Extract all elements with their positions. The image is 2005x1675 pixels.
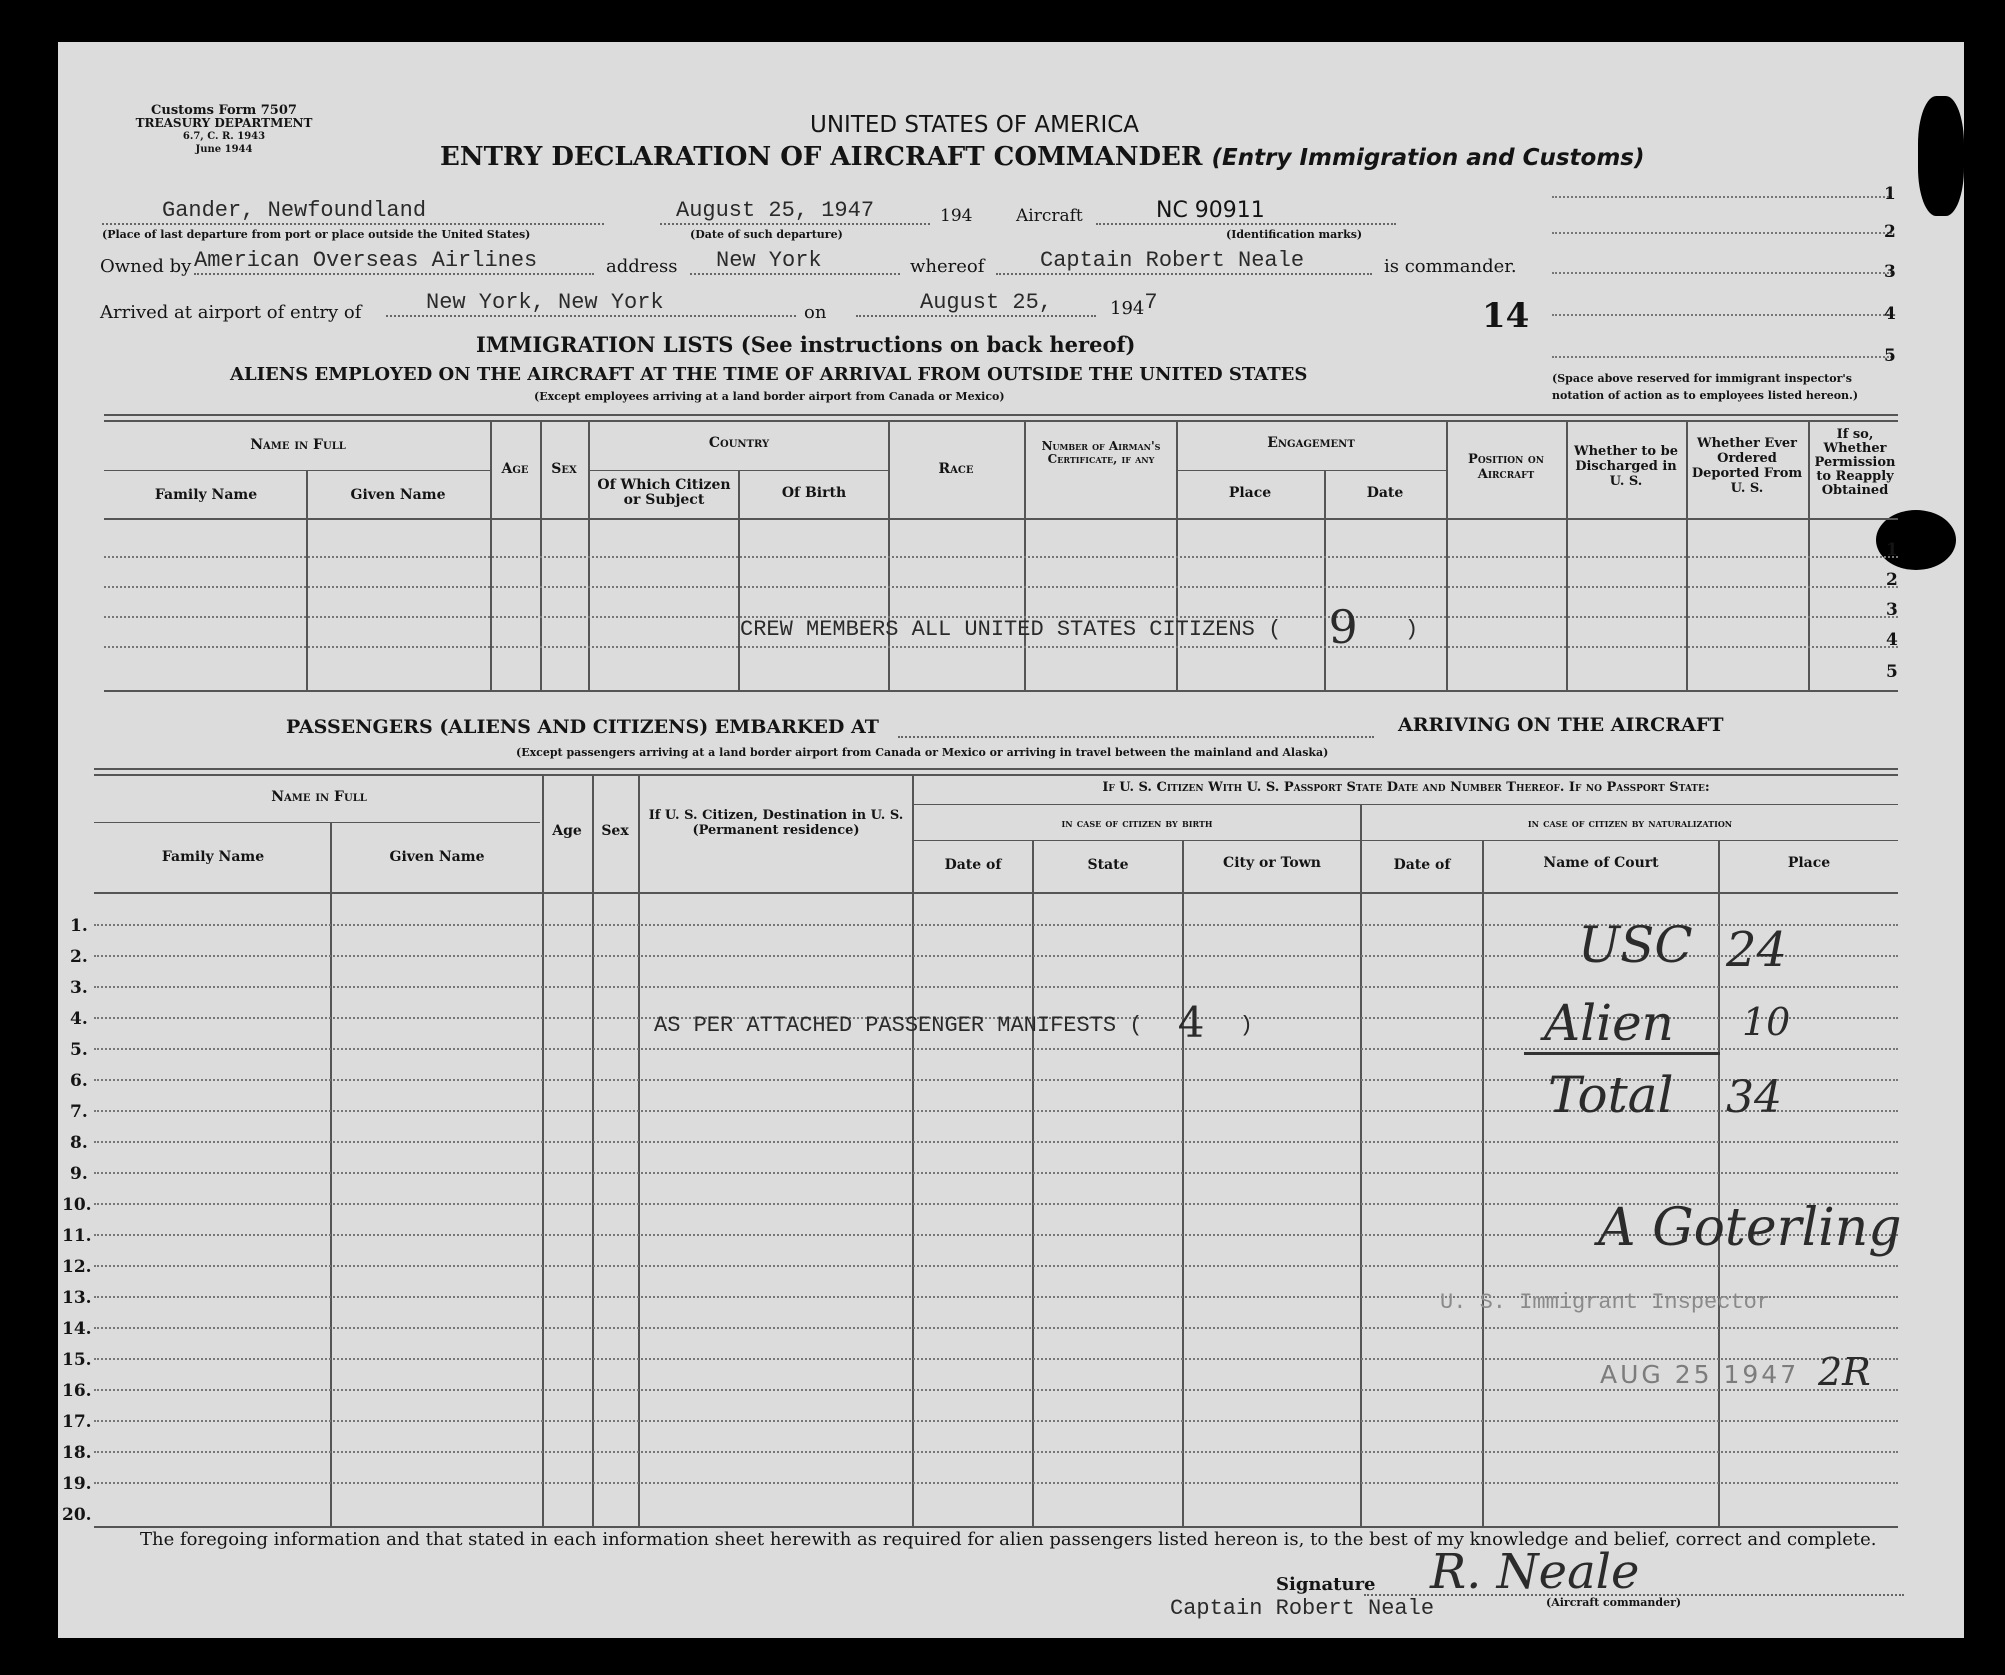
arrival-date: August 25,: [856, 290, 1096, 317]
pass-row-number: 13.: [62, 1288, 92, 1308]
table-border: [1176, 470, 1446, 471]
form-title-sub: (Entry Immigration and Customs): [1211, 145, 1645, 171]
commander-name: Captain Robert Neale: [996, 248, 1372, 275]
col-rule: [912, 774, 914, 1526]
hdr-deported: Whether Ever Ordered Deported From U. S.: [1691, 436, 1803, 496]
commander-label: (Aircraft commander): [1546, 1596, 1682, 1609]
hdr-of-birth: Of Birth: [781, 485, 847, 501]
hdr-passport: If U. S. Citizen With U. S. Passport State Date and Number Thereof. If no Passport State:: [1102, 780, 1710, 795]
country-heading: UNITED STATES OF AMERICA: [810, 112, 1140, 138]
table-border: [104, 690, 1898, 692]
crew-row-number: 4: [1886, 630, 1898, 650]
inspector-stamp-date: AUG 25 1947: [1600, 1360, 1800, 1389]
pass-row-number: 5.: [70, 1040, 88, 1060]
arrival-year-prefix: 194: [1110, 298, 1145, 319]
hdr-place: Place: [1228, 485, 1272, 501]
table-border: [104, 414, 1898, 416]
manifest-count: 4: [1177, 998, 1205, 1047]
table-border: [104, 420, 1898, 422]
tally-total-value: 34: [1726, 1072, 1782, 1123]
table-border: [94, 768, 1898, 770]
pass-row-number: 18.: [62, 1443, 92, 1463]
col-rule: [1324, 470, 1326, 690]
hdr-city: City or Town: [1223, 855, 1321, 871]
manifest-note: [654, 992, 1253, 1047]
table-border: [94, 774, 1898, 776]
signature-label: Signature: [1276, 1574, 1376, 1595]
col-rule: [490, 420, 492, 690]
inspector-line: [1552, 196, 1892, 198]
crew-note-text: CREW MEMBERS ALL UNITED STATES CITIZENS (: [740, 617, 1282, 642]
col-rule: [542, 774, 544, 1526]
tally-total-label: Total: [1548, 1066, 1674, 1124]
tally-rule: [1524, 1052, 1720, 1055]
table-border: [94, 892, 1898, 894]
crew-row-line: [104, 646, 1898, 648]
pass-row-number: 20.: [62, 1505, 92, 1525]
pass-row-number: 1.: [70, 916, 88, 936]
col-rule: [588, 420, 590, 690]
arrived-label: Arrived at airport of entry of: [100, 302, 362, 323]
arrival-year-digit: 7: [1144, 290, 1158, 315]
form-title-main: ENTRY DECLARATION OF AIRCRAFT COMMANDER: [440, 142, 1203, 172]
immigration-title: IMMIGRATION LISTS (See instructions on back hereof): [476, 332, 1136, 357]
hdr-engagement: Engagement: [1267, 435, 1355, 451]
hdr-race: Race: [938, 461, 974, 477]
col-rule: [1176, 420, 1178, 690]
inspector-signature: A Goterling: [1598, 1198, 1902, 1258]
inspector-title: U. S. Immigrant Inspector: [1440, 1290, 1771, 1315]
hdr-name-in-full: Name in Full: [250, 437, 346, 453]
col-rule: [540, 420, 542, 690]
hdr-pass-name-in-full: Name in Full: [271, 789, 367, 805]
hdr-date: Date: [1366, 485, 1404, 501]
hdr-court: Name of Court: [1543, 855, 1659, 871]
hdr-age: Age: [501, 461, 529, 477]
col-rule: [1182, 840, 1184, 1526]
inspector-line: [1552, 356, 1892, 358]
hdr-pass-place: Place: [1787, 855, 1831, 871]
form-dept: TREASURY DEPARTMENT: [135, 116, 313, 130]
passengers-title-right: ARRIVING ON THE AIRCRAFT: [1398, 714, 1724, 736]
hdr-pass-age: Age: [552, 823, 582, 839]
hdr-airman-cert: Number of Airman's Certificate, if any: [1041, 439, 1161, 466]
pass-row-line: [94, 1265, 1898, 1267]
commander-signature: R. Neale: [1430, 1544, 1640, 1600]
hdr-given-name: Given Name: [350, 487, 446, 503]
col-rule: [738, 470, 740, 690]
pass-row-line: [94, 1482, 1898, 1484]
departure-date-caption: (Date of such departure): [690, 228, 843, 241]
departure-place-caption: (Place of last departure from port or place outside the United States): [102, 228, 531, 241]
address: New York: [690, 248, 900, 275]
address-label: address: [606, 256, 678, 277]
inspector-note: (Space above reserved for immigrant inspector's notation of action as to employees listed hereon.): [1552, 372, 1859, 402]
pass-row-number: 17.: [62, 1412, 92, 1432]
table-border: [104, 470, 490, 471]
pass-row-line: [94, 1327, 1898, 1329]
hdr-date-of-naturalization: Date of: [1393, 857, 1451, 873]
crew-note-close: ): [1404, 617, 1419, 642]
pass-row-line: [94, 986, 1898, 988]
immigration-note: (Except employees arriving at a land border airport from Canada or Mexico): [534, 390, 1005, 403]
passengers-title-left: PASSENGERS (ALIENS AND CITIZENS) EMBARKED AT: [286, 716, 879, 738]
hdr-discharged: Whether to be Discharged in U. S.: [1574, 444, 1678, 489]
owned-by-label: Owned by: [100, 256, 192, 277]
col-rule: [1686, 420, 1688, 690]
manifest-note-text: AS PER ATTACHED PASSENGER MANIFESTS (: [654, 1013, 1143, 1038]
is-commander-label: is commander.: [1384, 256, 1517, 277]
hdr-citizen-of: Of Which Citizen or Subject: [597, 477, 731, 508]
col-rule: [1718, 840, 1720, 1526]
departure-date: August 25, 1947: [660, 198, 930, 225]
hdr-reapply: If so, Whether Permission to Reapply Obtained: [1814, 427, 1896, 498]
inspector-line: [1552, 272, 1892, 274]
crew-row-number: 3: [1886, 600, 1898, 620]
pass-row-number: 15.: [62, 1350, 92, 1370]
crew-row-number: 2: [1886, 570, 1898, 590]
pass-row-number: 4.: [70, 1009, 88, 1029]
col-rule: [1446, 420, 1448, 690]
form-cfr: 6.7, C. R. 1943: [182, 131, 266, 142]
inspector-row-number: 3: [1884, 262, 1896, 282]
manifest-note-close: ): [1239, 1013, 1253, 1038]
table-border: [914, 840, 1898, 841]
form-number: Customs Form 7507: [151, 103, 297, 118]
tally-alien-label: Alien: [1544, 994, 1674, 1052]
hdr-pass-sex: Sex: [601, 823, 629, 839]
pass-row-number: 12.: [62, 1257, 92, 1277]
col-rule: [1482, 840, 1484, 1526]
pass-row-number: 7.: [70, 1102, 88, 1122]
inspector-line: [1552, 314, 1892, 316]
col-rule: [592, 774, 594, 1526]
hdr-pass-family-name: Family Name: [161, 849, 265, 865]
inspector-row-number: 2: [1884, 222, 1896, 242]
page-number: 14: [1482, 296, 1530, 336]
col-rule: [1032, 840, 1034, 1526]
arrival-year: [1110, 290, 1158, 321]
pass-row-number: 11.: [62, 1226, 92, 1246]
form-id-block: [98, 104, 350, 156]
owner: American Overseas Airlines: [194, 248, 594, 275]
embarked-at-field: [898, 736, 1374, 738]
col-rule: [638, 774, 640, 1526]
passengers-note: (Except passengers arriving at a land border airport from Canada or Mexico or arriving in travel between the mainland and Alaska): [516, 746, 1329, 759]
table-border: [94, 822, 540, 823]
crew-row-line: [104, 556, 1898, 558]
pass-row-number: 2.: [70, 947, 88, 967]
hdr-pass-given-name: Given Name: [389, 849, 485, 865]
table-border: [104, 518, 1898, 520]
hdr-family-name: Family Name: [154, 487, 258, 503]
pass-row-line: [94, 1420, 1898, 1422]
table-border: [914, 804, 1898, 805]
pass-row-number: 14.: [62, 1319, 92, 1339]
col-rule: [1566, 420, 1568, 690]
hdr-country: Country: [708, 435, 770, 451]
hdr-date-of: Date of: [944, 857, 1002, 873]
crew-count: 9: [1328, 600, 1358, 654]
hdr-position: Position on Aircraft: [1468, 452, 1544, 482]
pass-row-number: 16.: [62, 1381, 92, 1401]
pass-row-line: [94, 1389, 1898, 1391]
col-rule: [1360, 804, 1362, 1526]
pass-row-line: [94, 1172, 1898, 1174]
hdr-by-birth: in case of citizen by birth: [1061, 816, 1213, 830]
inspector-line: [1552, 232, 1892, 234]
hdr-destination: If U. S. Citizen, Destination in U. S. (Permanent residence): [648, 808, 904, 838]
arrival-airport: New York, New York: [386, 290, 796, 317]
tally-usc-value: 24: [1726, 922, 1788, 978]
footer-statement: The foregoing information and that stated in each information sheet herewith as required for alien passengers listed hereon is, to the best of my knowledge and belief, correct and complete.: [140, 1529, 1877, 1550]
pass-row-number: 6.: [70, 1071, 88, 1091]
ink-blot: [1918, 96, 1964, 216]
hdr-by-naturalization: in case of citizen by naturalization: [1527, 816, 1733, 830]
col-rule: [888, 420, 890, 690]
commander-printed-name: Captain Robert Neale: [1170, 1596, 1435, 1621]
col-rule: [306, 470, 308, 690]
inspector-row-number: 4: [1884, 304, 1896, 324]
pass-row-number: 10.: [62, 1195, 92, 1215]
pass-row-line: [94, 1141, 1898, 1143]
pass-row-number: 3.: [70, 978, 88, 998]
immigration-subtitle: ALIENS EMPLOYED ON THE AIRCRAFT AT THE TIME OF ARRIVAL FROM OUTSIDE THE UNITED STATES: [230, 364, 1308, 385]
aircraft-id: NC 90911: [1096, 198, 1396, 225]
tally-usc-label: USC: [1578, 916, 1693, 974]
whereof-label: whereof: [910, 256, 985, 277]
pass-row-number: 8.: [70, 1133, 88, 1153]
crew-row-line: [104, 586, 1898, 588]
inspector-row-number: 5: [1884, 346, 1896, 366]
inspector-row-number: 1: [1884, 184, 1896, 204]
hdr-sex: Sex: [551, 461, 577, 477]
form-title: [440, 142, 1644, 172]
col-rule: [1024, 420, 1026, 690]
departure-place: Gander, Newfoundland: [102, 198, 604, 225]
pass-row-line: [94, 1451, 1898, 1453]
crew-row-number: 1: [1886, 540, 1898, 560]
form-date: June 1944: [195, 144, 253, 155]
aircraft-caption: (Identification marks): [1226, 228, 1363, 241]
crew-row-number: 5: [1886, 662, 1898, 682]
aircraft-label: Aircraft: [1016, 206, 1083, 226]
year-prefix: 194: [940, 206, 973, 226]
inspector-mark: 2R: [1818, 1350, 1871, 1394]
hdr-state: State: [1087, 857, 1129, 873]
tally-alien-value: 10: [1742, 1000, 1791, 1044]
crew-note: [740, 592, 1419, 654]
pass-row-number: 9.: [70, 1164, 88, 1184]
pass-row-number: 19.: [62, 1474, 92, 1494]
on-label: on: [804, 302, 827, 323]
